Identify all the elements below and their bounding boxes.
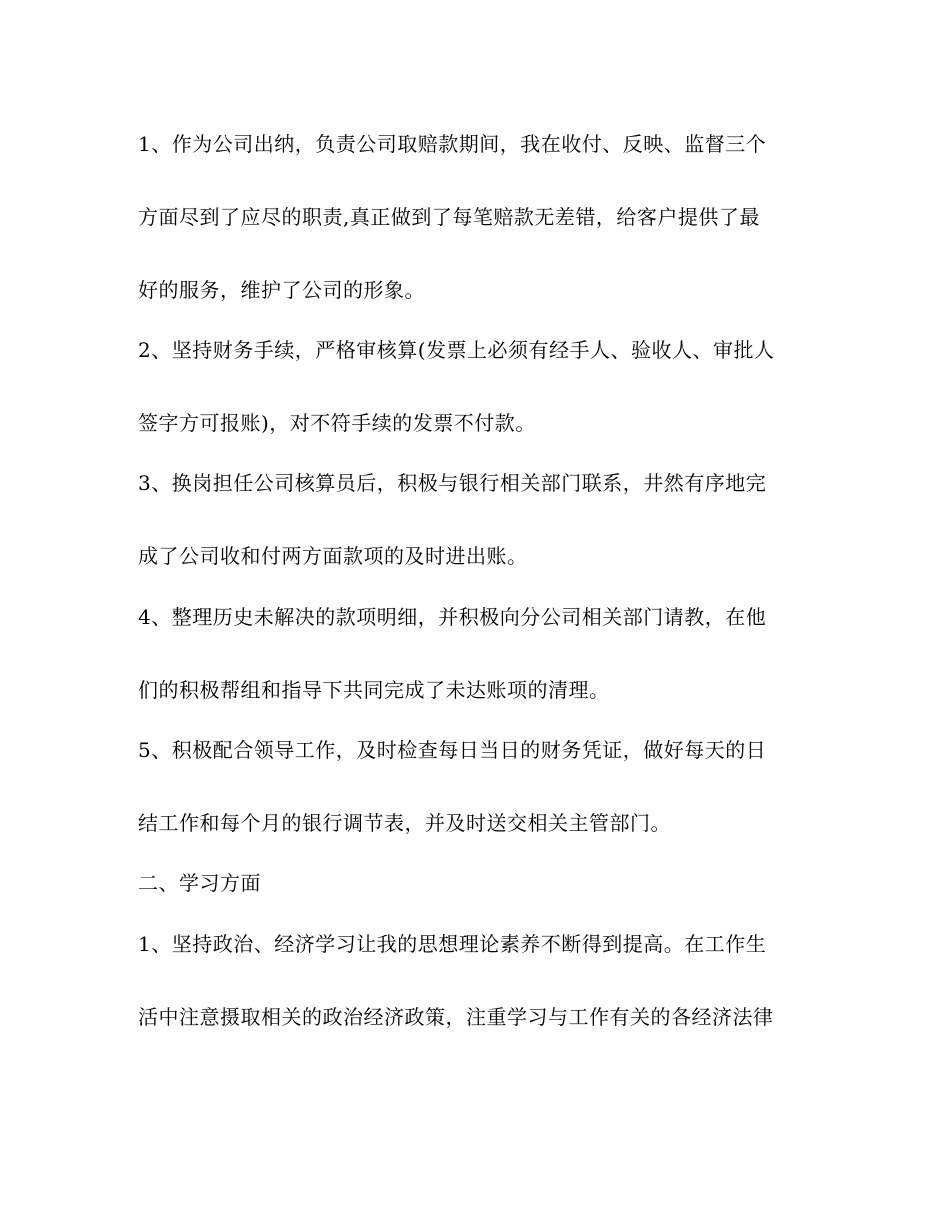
text-line: 签字方可报账)，对不符手续的发票不付款。	[138, 411, 536, 435]
text-line: 好的服务，维护了公司的形象。	[138, 278, 425, 302]
section-heading: 二、学习方面	[138, 871, 261, 895]
text-line: 方面尽到了应尽的职责,真正做到了每笔赔款无差错，给客户提供了最	[138, 205, 760, 229]
text-line: 1、作为公司出纳，负责公司取赔款期间，我在收付、反映、监督三个	[138, 132, 767, 156]
text-line: 结工作和每个月的银行调节表，并及时送交相关主管部门。	[138, 811, 671, 835]
text-line: 5、积极配合领导工作，及时检查每日当日的财务凭证，做好每天的日	[138, 738, 767, 762]
text-line: 1、坚持政治、经济学习让我的思想理论素养不断得到提高。在工作生	[138, 932, 767, 956]
text-line: 成了公司收和付两方面款项的及时进出账。	[138, 544, 528, 568]
text-line: 4、整理历史未解决的款项明细，并积极向分公司相关部门请教，在他	[138, 605, 767, 629]
text-line: 2、坚持财务手续，严格审核算(发票上必须有经手人、验收人、审批人	[138, 338, 775, 362]
text-line: 3、换岗担任公司核算员后，积极与银行相关部门联系，井然有序地完	[138, 471, 767, 495]
text-line: 们的积极帮组和指导下共同完成了未达账项的清理。	[138, 678, 610, 702]
text-line: 活中注意摄取相关的政治经济政策，注重学习与工作有关的各经济法律	[138, 1005, 774, 1029]
